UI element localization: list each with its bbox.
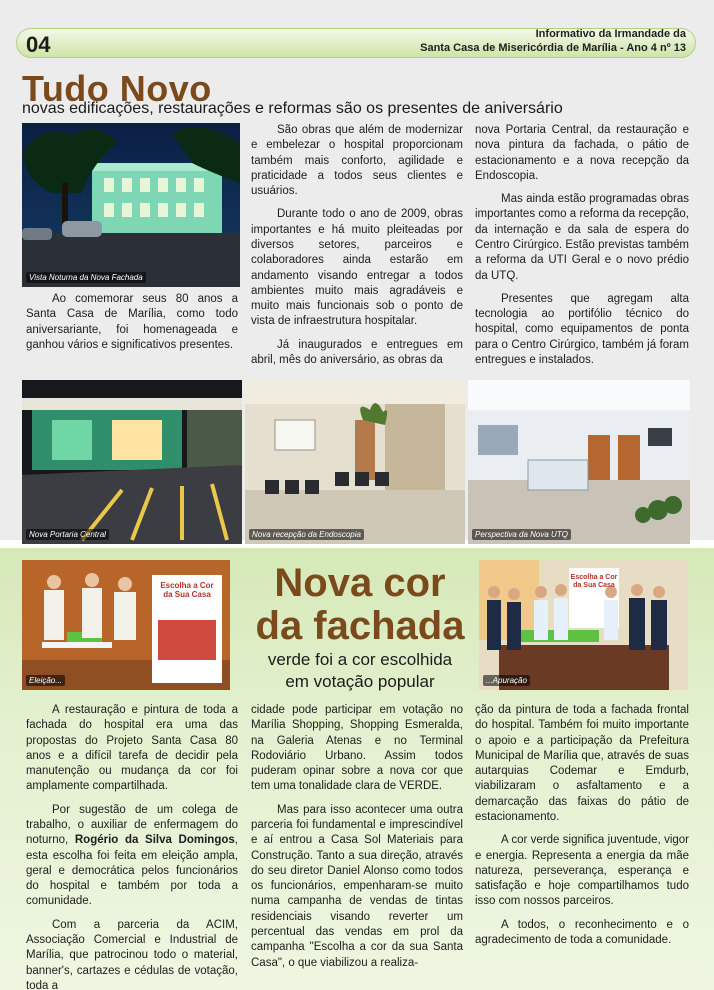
gallery-photo-portaria (22, 380, 242, 544)
article2-subtitle-line1: verde foi a cor escolhida (267, 650, 453, 669)
night-facade-illustration (22, 123, 240, 287)
election-illustration (22, 560, 230, 690)
night-facade-photo (22, 123, 240, 287)
paragraph: Presentes que agregam alta tecnologia ao portifólio técnico do hospital, como equipamentos de ponta para o Centro Cirúrgico, também já foram entregues e instalados. (475, 292, 689, 366)
article2-title-line1: Nova cor (274, 561, 446, 605)
paragraph: São obras que além de modernizar e embelezar o hospital proporcionam também mais conforto, agilidade e praticidade a todos seus clientes e usuários. (251, 124, 463, 198)
photo-caption: Vista Noturna da Nova Fachada (26, 272, 146, 283)
page-number: 04 (26, 32, 51, 57)
banner-text: Escolha a Cor da Sua Casa (160, 581, 214, 599)
publication-title: Informativo da Irmandade da (535, 28, 686, 40)
paragraph: Ao comemorar seus 80 anos a Santa Casa de Marília, como todo aniversariante, foi homenageada e ganhou vários e significativos presentes. (26, 293, 238, 351)
photo-caption: ...Apuração (483, 675, 530, 686)
volunteer-name: Rogério da Silva Domingos (74, 834, 235, 847)
article2-title-line2: da fachada (255, 604, 465, 648)
gallery-photo-utq (468, 380, 690, 544)
counting-photo (479, 560, 688, 690)
photo-caption: Nova recepção da Endoscopia (249, 529, 364, 540)
endoscopia-illustration (245, 380, 465, 544)
photo-caption: Perspectiva da Nova UTQ (472, 529, 571, 540)
photo-caption: Eleição... (26, 675, 65, 686)
paragraph: Com a parceria da ACIM, Associação Comercial e Industrial de Marília, que patrocinou todo o material, banner's, cartazes e cédulas de votação, toda a (26, 918, 238, 990)
paragraph: Durante todo o ano de 2009, obras importantes e há muito pleiteadas por diversos setores, parceiros e colaboradores ainda estarão em andamento visando entregar a todos ambientes muito mais agradáveis e muito mais funcionais sob o ponto de vista de infraestrutura hospitalar. (251, 208, 463, 328)
article2-column-2 (251, 703, 463, 979)
election-photo (22, 560, 230, 690)
paragraph: nova Portaria Central, da restauração e nova pintura da fachada, o pátio de estacionamento e a nova recepção da Endoscopia. (475, 124, 689, 182)
paragraph: Mas ainda estão programadas obras importantes como a reforma da recepção, da internação e da sala de espera do Centro Cirúrgico. Estão previstas também a reforma da UTI Geral e o novo prédio da UTQ. (475, 193, 689, 282)
article1-column-2 (251, 123, 463, 376)
article1-column-1 (26, 292, 238, 361)
article2-subtitle-line2: em votação popular (285, 672, 435, 691)
paragraph: cidade pode participar em votação no Marília Shopping, Shopping Esmeralda, na Galeria Atenas e no Terminal Rodoviário Urbano. Assim todos puderam opinar sobre a nova cor que tem uma tonalidade clara de VERDE. (251, 704, 463, 793)
paragraph: A todos, o reconhecimento e o agradecimento de toda a comunidade. (475, 918, 689, 946)
article1-column-3 (475, 123, 689, 376)
article2-column-3 (475, 703, 689, 956)
paragraph (26, 803, 238, 910)
article-title: Tudo Novo (22, 68, 212, 109)
paragraph: ção da pintura de toda a fachada frontal do hospital. Também foi muito importante o apoio e a participação da Prefeitura Municipal de Marília que, através de suas autarquias Codemar e Emdurb, viabilizaram o asfaltamento e a demarcação das faixas do pátio de estacionamento. (475, 704, 689, 823)
utq-illustration (468, 380, 690, 544)
text-run: , esta escolha foi feita em eleição ampla, geral e democrática pelos funcionários do hospital e também por toda a comunidade. (26, 834, 238, 908)
article2-column-1 (26, 703, 238, 990)
portaria-illustration (22, 380, 242, 544)
banner-text: Escolha a Cor da Sua Casa (570, 574, 618, 589)
publication-issue: Santa Casa de Misericórdia de Marília - Ano 4 nº 13 (420, 42, 686, 54)
paragraph: Já inaugurados e entregues em abril, mês do aniversário, as obras da (251, 338, 463, 366)
gallery-photo-endoscopia (245, 380, 465, 544)
text-run: Por sugestão de um colega de trabalho, o auxiliar de enfermagem do noturno, (26, 803, 238, 847)
paragraph: Mas para isso acontecer uma outra parceria foi fundamental e imprescindível e aí entrou a Casa Sol Materiais para Construção. Tanto a sua direção, através do seu diretor Daniel Alonso como todos os funcionários, empenharam-se muito numa campanha de vendas de tintas residenciais visando reverter um percentual das vendas em prol da campanha "Escolha a cor da sua Santa Casa", o que viabilizou a realiza- (251, 803, 463, 969)
article-subtitle: novas edificações, restaurações e reformas são os presentes de aniversário (22, 100, 563, 117)
paragraph: A cor verde significa juventude, vigor e energia. Representa a energia da mãe natureza, perseverança, esperança e satisfação e hoje compartilhamos tudo isso com nossos parceiros. (475, 834, 689, 908)
paragraph: A restauração e pintura de toda a fachada do hospital era uma das propostas do Projeto Santa Casa 80 anos e a difícil tarefa de decidir pela manutenção ou mudança da cor foi amplamente compartilhada. (26, 704, 238, 793)
photo-caption: Nova Portaria Central (26, 529, 109, 540)
